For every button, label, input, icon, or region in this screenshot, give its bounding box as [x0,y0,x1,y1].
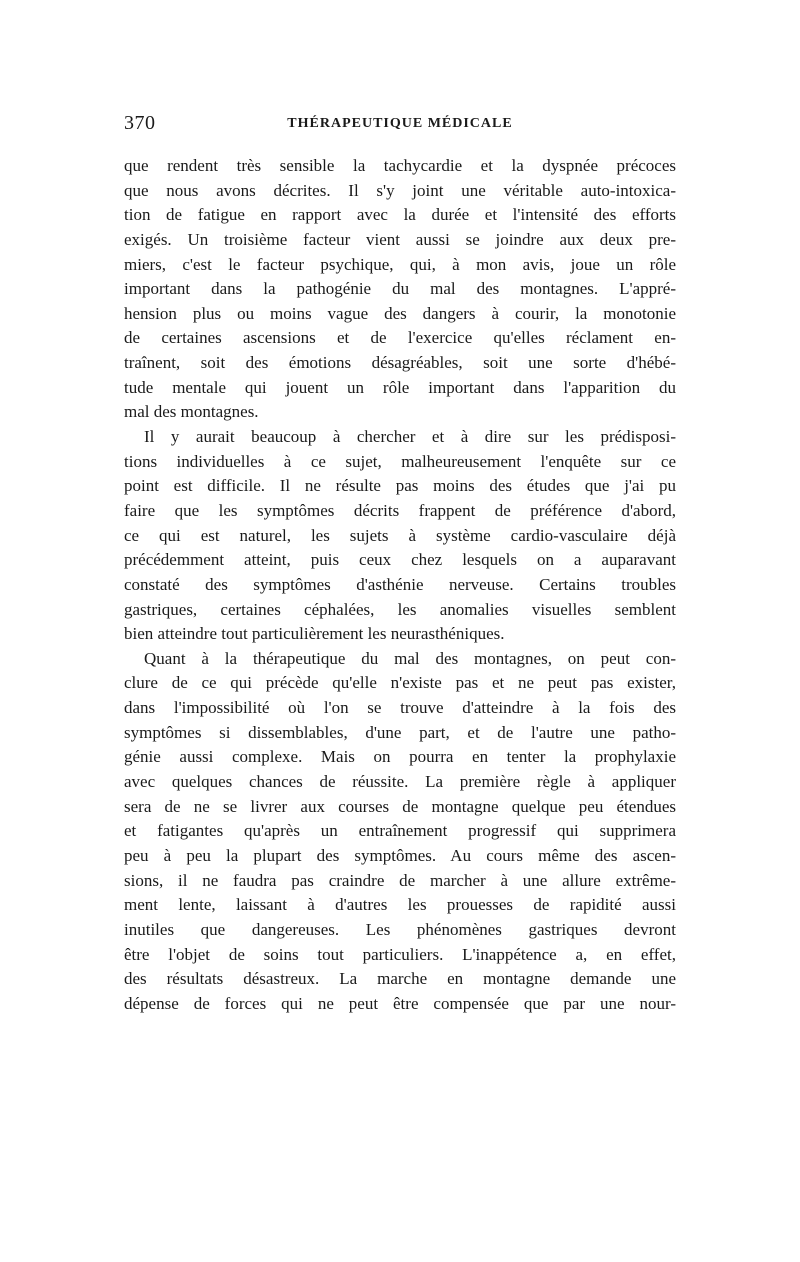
text-line: constaté des symptômes d'asthénie nerveuse. Certains troubles [124,574,676,594]
page-number: 370 [124,112,156,134]
text-line: génie aussi complexe. Mais on pourra en tenter la prophylaxie [124,747,676,767]
text-line: être l'objet de soins tout particuliers. L'inappétence a, en effet, [124,944,676,964]
text-line: miers, c'est le facteur psychique, qui, à mon avis, joue un rôle [124,254,676,274]
text-line: ment lente, laissant à d'autres les prouesses de rapidité aussi [124,895,676,915]
text-line: sera de ne se livrer aux courses de montagne quelque peu étendues [124,796,676,816]
text-line: inutiles que dangereuses. Les phénomènes gastriques devront [124,919,676,939]
text-line: tion de fatigue en rapport avec la durée et l'intensité des efforts [124,205,676,225]
running-title: THÉRAPEUTIQUE MÉDICALE [287,116,513,131]
text-line: de certaines ascensions et de l'exercice qu'elles réclament en- [124,328,676,348]
text-line: hension plus ou moins vague des dangers à courir, la monotonie [124,303,676,323]
text-line: symptômes si dissemblables, d'une part, et de l'autre une patho- [124,722,676,742]
text-line: bien atteindre tout particulièrement les neurasthéniques. [124,624,505,644]
text-line: exigés. Un troisième facteur vient aussi se joindre aux deux pre- [124,229,676,249]
text-line: des résultats désastreux. La marche en montagne demande une [124,969,676,989]
text-line: traînent, soit des émotions désagréables, soit une sorte d'hébé- [124,353,676,373]
text-line: Il y aurait beaucoup à chercher et à dire sur les prédisposi- [144,427,676,447]
text-line: mal des montagnes. [124,402,259,422]
text-line: faire que les symptômes décrits frappent de préférence d'abord, [124,500,676,520]
text-line: dépense de forces qui ne peut être compensée que par une nour- [124,993,676,1013]
text-line: précédemment atteint, puis ceux chez lesquels on a auparavant [124,550,676,570]
page-header [124,112,676,142]
text-line: avec quelques chances de réussite. La première règle à appliquer [124,772,676,792]
text-line: tions individuelles à ce sujet, malheureusement l'enquête sur ce [124,451,676,471]
text-line: gastriques, certaines céphalées, les anomalies visuelles semblent [124,599,676,619]
text-line: sions, il ne faudra pas craindre de marcher à une allure extrême- [124,870,676,890]
text-line: tude mentale qui jouent un rôle important dans l'apparition du [124,377,676,397]
text-line: que rendent très sensible la tachycardie et la dyspnée précoces [124,156,676,175]
body-text [124,154,676,1016]
text-line: que nous avons décrites. Il s'y joint une véritable auto-intoxica- [124,180,676,200]
text-line: clure de ce qui précède qu'elle n'existe pas et ne peut pas exister, [124,673,676,693]
text-line: et fatigantes qu'après un entraînement progressif qui supprimera [124,821,676,841]
text-line: important dans la pathogénie du mal des montagnes. L'appré- [124,279,676,299]
text-line: Quant à la thérapeutique du mal des montagnes, on peut con- [144,648,676,668]
text-line: ce qui est naturel, les sujets à système cardio-vasculaire déjà [124,525,676,545]
text-line: point est difficile. Il ne résulte pas moins des études que j'ai pu [124,476,676,496]
text-line: dans l'impossibilité où l'on se trouve d'atteindre à la fois des [124,698,676,718]
text-line: peu à peu la plupart des symptômes. Au cours même des ascen- [124,845,676,865]
